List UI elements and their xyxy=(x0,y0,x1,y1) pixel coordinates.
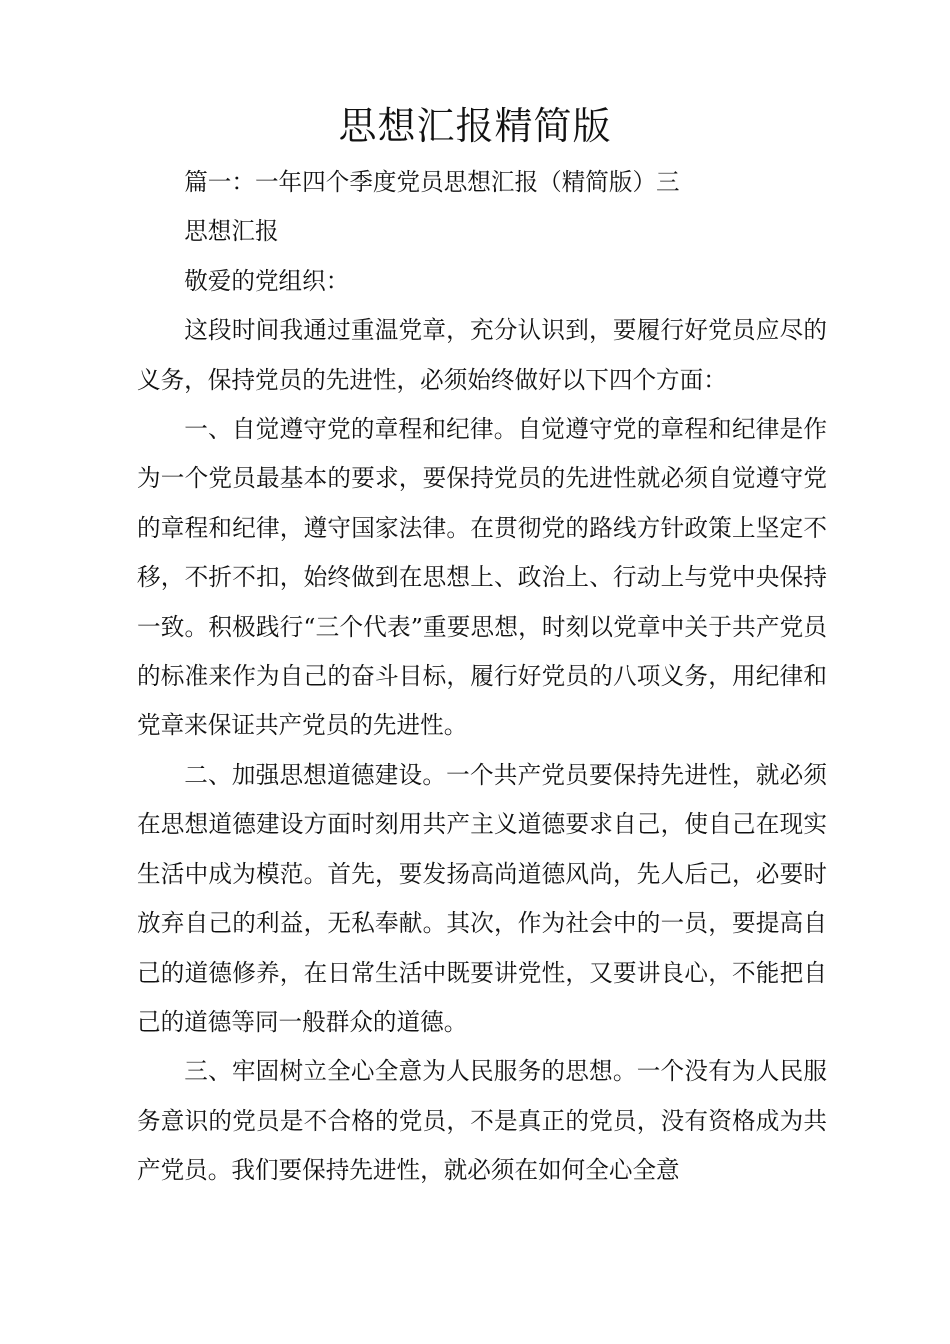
paragraph-salutation: 敬爱的党组织： xyxy=(184,266,350,295)
document-title: 思想汇报精简版 xyxy=(338,104,612,148)
paragraph-point-two: 二、加强思想道德建设。一个共产党员要保持先进性，就必须在思想道德建设方面时刻用共产主义道德要求自己，使自己在现实生活中成为模范。首先，要发扬高尚道德风尚，先人后己，必要时放弃自己的利益，无私奉献。其次，作为社会中的一员，要提高自己的道德修养，在日常生活中既要讲党性，又要讲良心，不能把自己的道德等同一般群众的道德。 xyxy=(137,760,827,1036)
paragraph-intro: 这段时间我通过重温党章，充分认识到，要履行好党员应尽的义务，保持党员的先进性，必须始终做好以下四个方面： xyxy=(137,316,827,394)
paragraph-point-three: 三、牢固树立全心全意为人民服务的思想。一个没有为人民服务意识的党员是不合格的党员，不是真正的党员，没有资格成为共产党员。我们要保持先进性，就必须在如何全心全意 xyxy=(137,1057,827,1185)
paragraph-point-one: 一、自觉遵守党的章程和纪律。自觉遵守党的章程和纪律是作为一个党员最基本的要求，要保持党员的先进性就必须自觉遵守党的章程和纪律，遵守国家法律。在贯彻党的路线方针政策上坚定不移，不折不扣，始终做到在思想上、政治上、行动上与党中央保持一致。积极践行“三个代表”重要思想，时刻以党章中关于共产党员的标准来作为自己的奋斗目标，履行好党员的八项义务，用纪律和党章来保证共产党员的先进性。 xyxy=(137,415,827,740)
document-body xyxy=(137,158,827,1196)
paragraph-heading: 思想汇报 xyxy=(184,217,279,246)
paragraph-subtitle: 篇一：一年四个季度党员思想汇报（精简版）三 xyxy=(184,168,680,196)
